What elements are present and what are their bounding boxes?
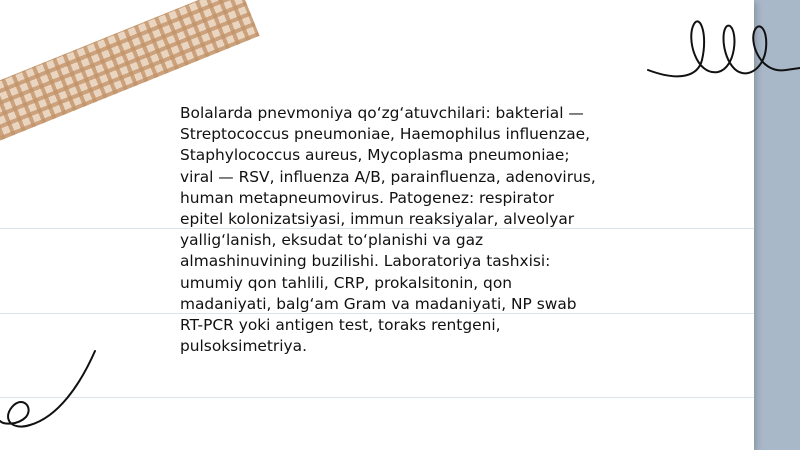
loop-scribble-icon — [640, 10, 800, 85]
slide-body-text: Bolalarda pnevmoniya qo‘zg‘atuvchilari: bakterial — Streptococcus pneumoniae, Haemophilus influenzae, Staphylococcus aureus, Mycoplasma pneumoniae; viral — RSV, influenza A/B, parainfluenza, adenovirus, human metapneumovirus. Patogenez: respirator epitel kolonizatsiyasi, immun reaksiyalar, alveolyar yallig‘lanish, eksudat to‘planishi va gaz almashinuvining buzilishi. Laboratoriya tashxisi: umumiy qon tahlili, CRP, prokalsitonin, qon madaniyati, balg‘am Gram va madaniyati, NP swab RT-PCR yoki antigen test, toraks rentgeni, pulsoksimetriya. — [180, 104, 596, 356]
swirl-scribble-icon — [0, 345, 110, 435]
